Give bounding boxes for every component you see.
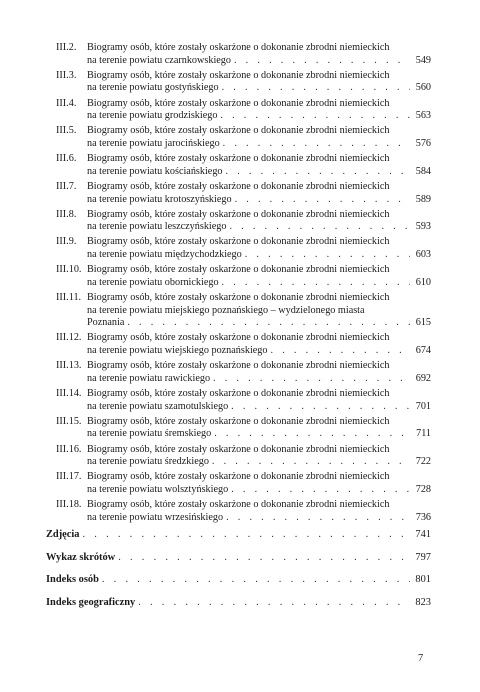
toc-page-number: 801 <box>415 574 431 586</box>
toc-entry-text: na terenie powiatu obornickiego <box>87 276 219 288</box>
toc-entry-text: na terenie powiatu średzkiego <box>87 456 209 468</box>
toc-entry[interactable] <box>46 153 431 178</box>
toc-entry-text: Biogramy osób, które zostały oskarżone o dokonanie zbrodni niemieckich <box>87 208 390 220</box>
toc-entry-text: Biogramy osób, które zostały oskarżone o dokonanie zbrodni niemieckich <box>87 69 390 81</box>
page-number: 7 <box>418 653 424 664</box>
dot-leader <box>226 166 410 179</box>
dot-leader <box>118 552 410 565</box>
toc-entry-text: na terenie powiatu jarocińskiego <box>87 137 220 149</box>
toc-page-number: 584 <box>415 165 431 177</box>
toc-entry-text: na terenie powiatu leszczyńskiego <box>87 221 227 233</box>
toc-entry-number: III.15. <box>56 415 82 427</box>
toc-entry[interactable] <box>46 360 431 385</box>
toc-major-entry[interactable] <box>46 574 431 587</box>
toc-entry-number: III.18. <box>56 499 82 511</box>
dot-leader <box>220 110 410 123</box>
dot-leader <box>213 373 410 386</box>
dot-leader <box>229 221 410 234</box>
toc-major-entry[interactable] <box>46 597 431 610</box>
toc-entry-text: Biogramy osób, które zostały oskarżone o dokonanie zbrodni niemieckich <box>87 332 390 344</box>
toc-entry-text: na terenie powiatu wolsztyńskiego <box>87 483 229 495</box>
toc-entry[interactable] <box>46 181 431 206</box>
toc-entry-text: Biogramy osób, które zostały oskarżone o dokonanie zbrodni niemieckich <box>87 292 390 304</box>
toc-entry-number: III.4. <box>56 97 77 109</box>
toc-entry-text: na terenie powiatu krotoszyńskiego <box>87 193 232 205</box>
toc-entry-text: na terenie powiatu rawickiego <box>87 372 211 384</box>
toc-page-number: 741 <box>415 529 431 541</box>
toc-entry-text: na terenie powiatu kościańskiego <box>87 165 223 177</box>
toc-entry-text: Biogramy osób, które zostały oskarżone o dokonanie zbrodni niemieckich <box>87 153 390 165</box>
toc-entry-number: III.7. <box>56 180 77 192</box>
toc-page-number: 722 <box>415 456 431 468</box>
toc-entry-number: III.6. <box>56 153 77 165</box>
toc-entry-text: Biogramy osób, które zostały oskarżone o dokonanie zbrodni niemieckich <box>87 236 390 248</box>
toc-entry-text: Biogramy osób, które zostały oskarżone o dokonanie zbrodni niemieckich <box>87 42 390 53</box>
toc-entry-number: III.10. <box>56 264 82 276</box>
dot-leader <box>226 512 410 525</box>
toc-page-number: 674 <box>415 345 431 356</box>
toc-entry-number: III.11. <box>56 292 82 304</box>
toc-entry-text: na terenie powiatu grodziskiego <box>87 110 218 122</box>
toc-page-number: 823 <box>415 597 431 609</box>
toc-page-number: 701 <box>415 400 431 412</box>
toc-entry[interactable] <box>46 98 431 123</box>
dot-leader <box>102 574 410 587</box>
toc-entry-number: III.2. <box>56 42 77 53</box>
toc-entry-text: Biogramy osób, które zostały oskarżone o dokonanie zbrodni niemieckich <box>87 415 390 427</box>
toc-major-entry[interactable] <box>46 552 431 565</box>
toc-page-number: 736 <box>415 511 431 523</box>
toc-entry-text: Biogramy osób, które zostały oskarżone o dokonanie zbrodni niemieckich <box>87 387 390 399</box>
toc-entry-number: III.5. <box>56 125 77 137</box>
toc-major-title: Indeks osób <box>46 574 99 586</box>
toc-entry[interactable] <box>46 70 431 95</box>
toc-entry-number: III.9. <box>56 236 77 248</box>
toc-page-number: 797 <box>415 551 431 563</box>
toc-entry[interactable] <box>46 125 431 150</box>
toc-page-number: 563 <box>415 110 431 122</box>
toc-entry-text: Biogramy osób, które zostały oskarżone o dokonanie zbrodni niemieckich <box>87 180 390 192</box>
toc-entry-text: na terenie powiatu czarnkowskiego <box>87 54 231 66</box>
dot-leader <box>138 597 410 610</box>
toc-entry-number: III.17. <box>56 471 82 483</box>
toc-major-title: Wykaz skrótów <box>46 551 116 563</box>
toc-entry-text: na terenie powiatu miejskiego poznańskiego – wydzielonego miasta <box>87 304 365 316</box>
dot-leader <box>212 456 410 469</box>
toc-entry[interactable] <box>46 236 431 261</box>
dot-leader <box>271 345 411 358</box>
toc-entry[interactable] <box>46 388 431 413</box>
toc-page-number: 615 <box>415 317 431 329</box>
toc-major-entry[interactable] <box>46 529 431 542</box>
toc-entry-text: na terenie powiatu wrzesińskiego <box>87 511 224 523</box>
toc-entry-number: III.3. <box>56 69 77 81</box>
toc-page-number: 711 <box>416 428 431 440</box>
toc-entry-number: III.8. <box>56 208 77 220</box>
dot-leader <box>127 317 410 330</box>
dot-leader <box>231 484 410 497</box>
dot-leader <box>223 138 410 151</box>
toc-entry-text: Biogramy osób, które zostały oskarżone o dokonanie zbrodni niemieckich <box>87 125 390 137</box>
toc-entry[interactable] <box>46 264 431 289</box>
dot-leader <box>82 529 410 542</box>
toc-entry[interactable] <box>46 471 431 496</box>
toc-entry-text: na terenie powiatu międzychodzkiego <box>87 249 242 261</box>
toc-major-title: Zdjęcia <box>46 529 80 541</box>
toc-entry[interactable] <box>46 42 431 67</box>
toc-page-number: 549 <box>415 54 431 66</box>
toc-entry-text: na terenie powiatu szamotulskiego <box>87 400 229 412</box>
toc-entry[interactable] <box>46 292 431 330</box>
toc-entry[interactable] <box>46 332 431 357</box>
dot-leader <box>222 277 410 290</box>
dot-leader <box>214 428 410 441</box>
toc-page-number: 560 <box>415 82 431 94</box>
dot-leader <box>231 401 410 414</box>
dot-leader <box>234 55 410 68</box>
toc-page-number: 610 <box>415 276 431 288</box>
toc-entry-number: III.14. <box>56 387 82 399</box>
toc-entry-text: Biogramy osób, które zostały oskarżone o dokonanie zbrodni niemieckich <box>87 97 390 109</box>
toc-entry-text: na terenie powiatu śremskiego <box>87 428 212 440</box>
toc-entry-text: Biogramy osób, które zostały oskarżone o dokonanie zbrodni niemieckich <box>87 360 390 372</box>
toc-entry-text: Biogramy osób, które zostały oskarżone o dokonanie zbrodni niemieckich <box>87 264 390 276</box>
toc-entry-number: III.12. <box>56 332 82 344</box>
toc-entry-number: III.13. <box>56 360 82 372</box>
toc-entry-text: na terenie powiatu wiejskiego poznańskiego <box>87 345 268 356</box>
toc-entry-text: Biogramy osób, które zostały oskarżone o dokonanie zbrodni niemieckich <box>87 499 390 511</box>
toc-page-number: 576 <box>415 137 431 149</box>
toc-entry-number: III.16. <box>56 443 82 455</box>
toc-page-number: 692 <box>415 372 431 384</box>
toc-entry-text: Biogramy osób, które zostały oskarżone o dokonanie zbrodni niemieckich <box>87 471 390 483</box>
toc-entry-text: Biogramy osób, które zostały oskarżone o dokonanie zbrodni niemieckich <box>87 443 390 455</box>
toc-entry[interactable] <box>46 444 431 469</box>
toc-entry[interactable] <box>46 499 431 524</box>
toc-entry[interactable] <box>46 209 431 234</box>
toc-entry[interactable] <box>46 416 431 441</box>
dot-leader <box>222 82 410 95</box>
toc-entry-text: na terenie powiatu gostyńskiego <box>87 82 219 94</box>
toc-major-title: Indeks geograficzny <box>46 597 136 609</box>
toc-entry-text: Poznania <box>87 317 125 329</box>
toc-page-number: 593 <box>415 221 431 233</box>
toc-page-number: 589 <box>415 193 431 205</box>
table-of-contents <box>46 42 431 620</box>
dot-leader <box>235 194 410 207</box>
dot-leader <box>245 249 410 262</box>
toc-page-number: 728 <box>415 483 431 495</box>
toc-page-number: 603 <box>415 249 431 261</box>
